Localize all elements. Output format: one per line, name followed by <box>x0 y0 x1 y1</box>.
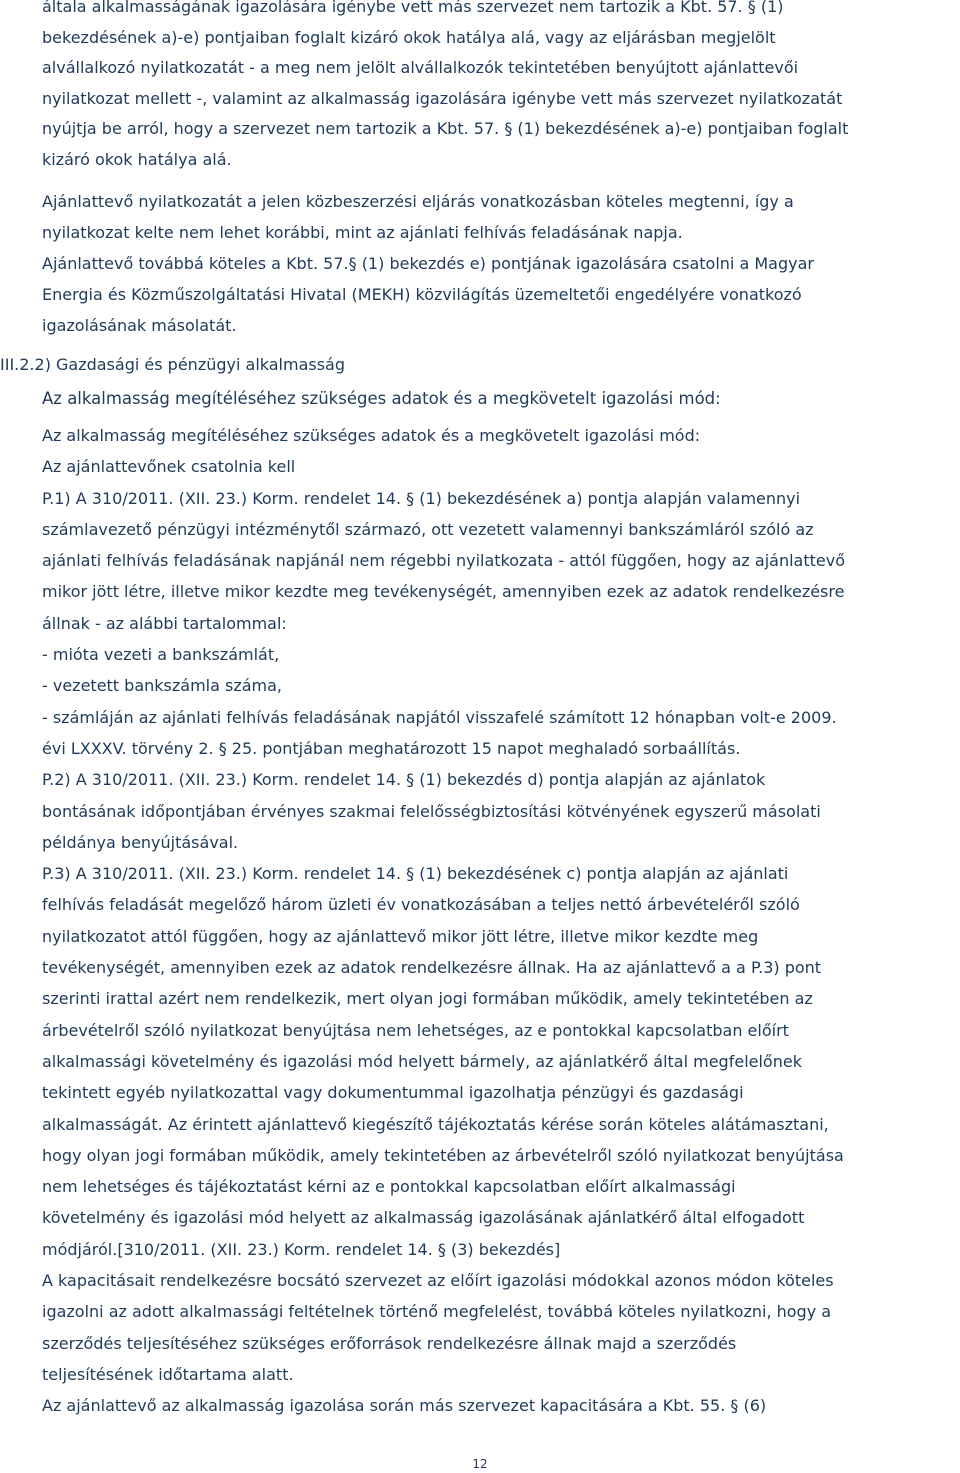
page-number: 12 <box>472 1457 488 1471</box>
ajanlattevo-paragraph: Ajánlattevő nyilatkozatát a jelen közbeszerzési eljárás vonatkozásban köteles megtenni, így a nyilatkozat kelte nem lehet korábbi, mint az ajánlati felhívás feladásának napja. Ajánlattevő továbbá köteles a Kbt. 57.§ (1) bekezdés e) pontjának igazolására csatolni a Magyar Energia és Közműszolgáltatási Hivatal (MEKH) közvilágítás üzemeltetői engedélyére vonatkozó igazolásának másolatát. <box>42 192 814 335</box>
section-heading: III.2.2) Gazdasági és pénzügyi alkalmasság <box>0 355 346 374</box>
top-paragraph: általa alkalmasságának igazolására igénybe vett más szervezet nem tartozik a Kbt. 57. § (1) bekezdésének a)-e) pontjaiban foglalt kizáró okok hatálya alá, vagy az eljárásban megjelölt alvállalkozó nyilatkozatát - a meg nem jelölt alvállalkozók tekintetében benyújtott ajánlattevői nyilatkozat mellett -, valamint az alkalmasság igazolására igénybe vett más szervezet nyilatkozatát nyújtja be arról, hogy a szervezet nem tartozik a Kbt. 57. § (1) bekezdésének a)-e) pontjaiban foglalt kizáró okok hatálya alá. <box>42 0 849 169</box>
subheading: Az alkalmasság megítéléséhez szükséges adatok és a megkövetelt igazolási mód: <box>42 389 721 408</box>
main-text: Az alkalmasság megítéléséhez szükséges adatok és a megkövetelt igazolási mód: Az ajánlattevőnek csatolnia kell P.1) A 310/2011. (XII. 23.) Korm. rendelet 14. § (1) bekezdésének a) pontja alapján valamennyi számlavezető pénzügyi intézménytől származó, ott vezetett valamennyi bankszámláról szóló az ajánlati felhívás feladásának napjánál nem régebbi nyilatkozata - attól függően, hogy az ajánlattevő mikor jött létre, illetve mikor kezdte meg tevékenységét, amennyiben ezek az adatok rendelkezésre állnak - az alábbi tartalommal: - mióta vezeti a bankszámlát, - vezetett bankszámla száma, - számláján az ajánlati felhívás feladásának napjától visszafelé számított 12 hónapban volt-e 2009. évi LXXXV. törvény 2. § 25. pontjában meghatározott 15 napot meghaladó sorbaállítás. P.2) A 310/2011. (XII. 23.) Korm. rendelet 14. § (1) bekezdés d) pontja alapján az ajánlatok bontásának időpontjában érvényes szakmai felelősségbiztosítási kötvényének egyszerű másolati példánya benyújtásával. P.3) A 310/2011. (XII. 23.) Korm. rendelet 14. § (1) bekezdésének c) pontja alapján az ajánlati felhívás feladását megelőző három üzleti év vonatkozásában a teljes nettó árbevételéről szóló nyilatkozatot attól függően, hogy az ajánlattevő mikor jött létre, illetve mikor kezdte meg tevékenységét, amennyiben ezek az adatok rendelkezésre állnak. Ha az ajánlattevő a a P.3) pont szerinti irattal azért nem rendelkezik, mert olyan jogi formában működik, amely tekintetében az árbevételről szóló nyilatkozat benyújtása nem lehetséges, az e pontokkal kapcsolatban előírt alkalmassági követelmény és igazolási mód helyett bármely, az ajánlatkérő által megfelelőnek tekintett egyéb nyilatkozattal vagy dokumentummal igazolhatja pénzügyi és gazdasági alkalmasságát. Az érintett ajánlattevő kiegészítő tájékoztatás kérése során köteles alátámasztani, hogy olyan jogi formában működik, amely tekintetében az árbevételről szóló nyilatkozat benyújtása nem lehetséges és tájékoztatást kérni az e pontokkal kapcsolatban előírt alkalmassági követelmény és igazolási mód helyett az alkalmasság igazolásának ajánlatkérő által elfogadott módjáról.[310/2011. (XII. 23.) Korm. rendelet 14. § (3) bekezdés] A kapacitásait rendelkezésre bocsátó szervezet az előírt igazolási módokkal azonos módon köteles igazolni az adott alkalmassági feltételnek történő megfelelést, továbbá köteles nyilatkozni, hogy a szerződés teljesítéséhez szükséges erőforrások rendelkezésre állnak majd a szerződés teljesítésének időtartama alatt. Az ajánlattevő az alkalmasság igazolása során más szervezet kapacitására a Kbt. 55. § (6) <box>42 426 845 1416</box>
